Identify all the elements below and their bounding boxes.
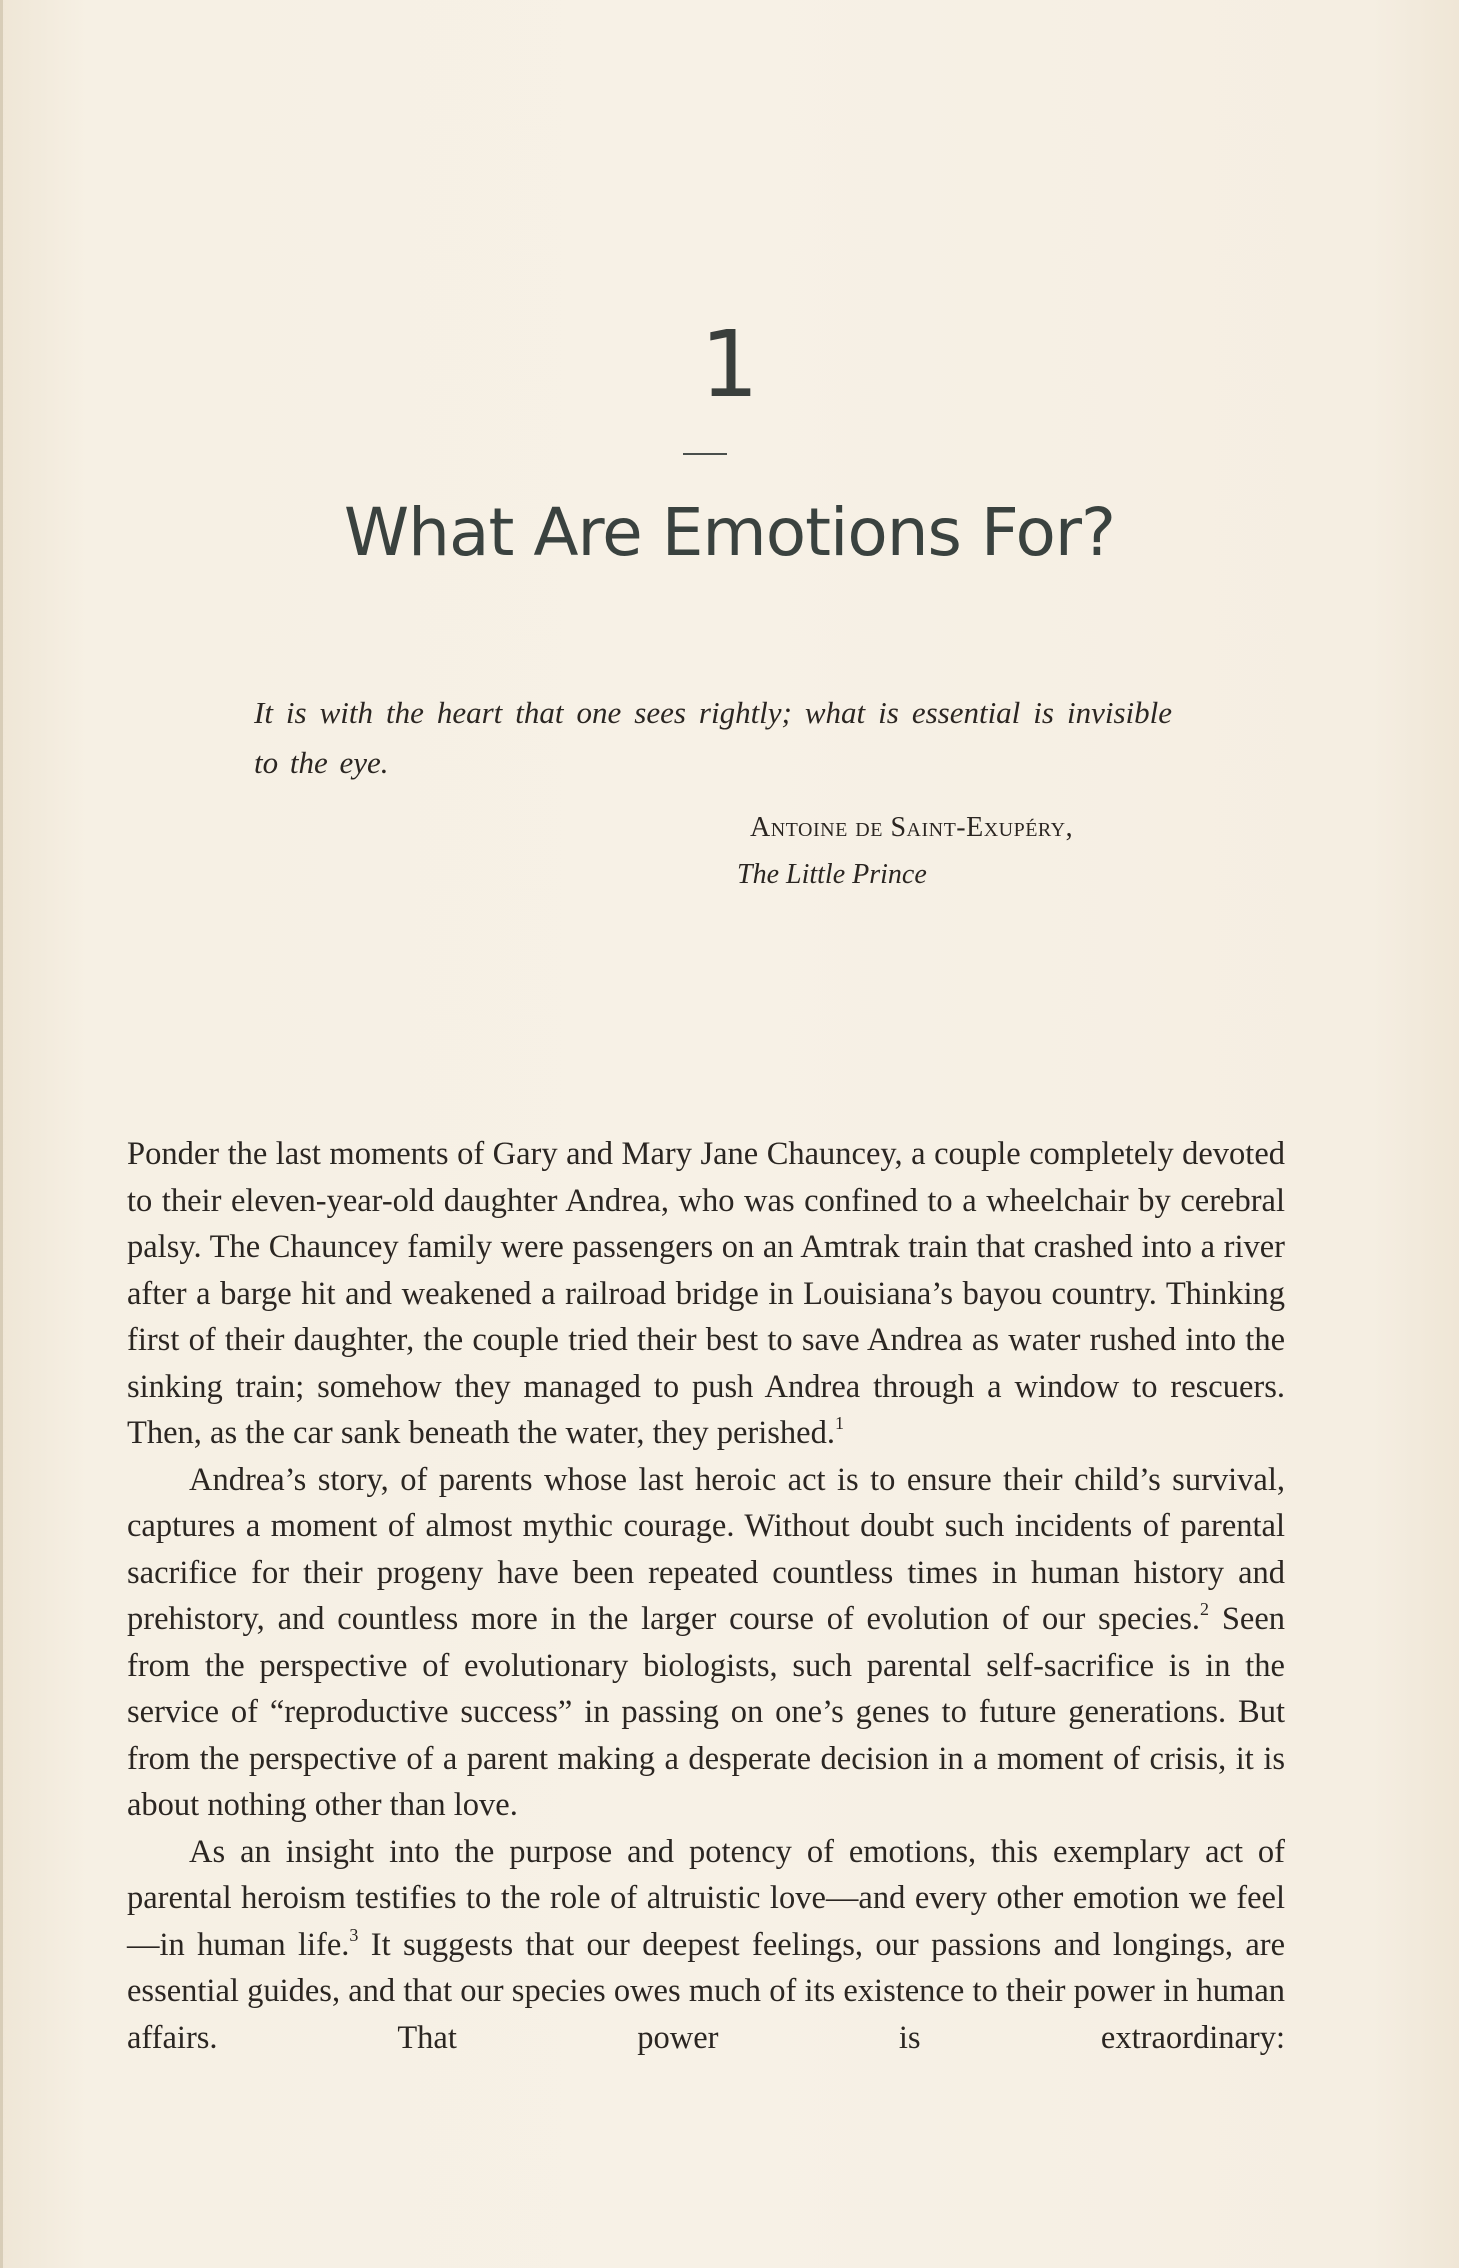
footnote-marker-3: 3: [349, 1924, 359, 1945]
paragraph-2-text-b: Seen from the perspective of evolutionary biologists, such parental self-sacrifice is in the service of “reproductive success” in passing on one’s genes to future generations. But from the perspective of a parent making a desperate decision in a moment of crisis, it is about nothing other than love.: [127, 1601, 1285, 1823]
epigraph-quote: It is with the heart that one sees rightly; what is essential is invisible to the eye.: [254, 695, 1172, 780]
paragraph-3-text-a: As an insight into the purpose and potency of emotions, this exemplary act of parental heroism testifies to the role of altruistic love—and every other emotion we feel—in human life.: [127, 1833, 1285, 1963]
paragraph-3-text-b: It suggests that our deepest feelings, our passions and longings, are essential guides, and that our species owes much of its existence to their power in human affairs. That power is extraordinary:: [127, 1926, 1285, 2056]
paragraph-1: [127, 1131, 1285, 1457]
footnote-marker-2: 2: [1200, 1599, 1210, 1619]
body-text: [127, 1131, 1285, 2061]
chapter-title: What Are Emotions For?: [343, 494, 1116, 571]
paragraph-2: [127, 1457, 1285, 1829]
epigraph-source-title: The Little Prince: [737, 859, 927, 890]
paragraph-1-text: Ponder the last moments of Gary and Mary Jane Chauncey, a couple completely devoted to their eleven-year-old daughter Andrea, who was confined to a wheelchair by cerebral palsy. The Chauncey family were passengers on an Amtrak train that crashed into a river after a barge hit and weakened a railroad bridge in Louisiana’s bayou country. Thinking first of their daughter, the couple tried their best to save Andrea as water rushed into the sinking train; somehow they managed to push Andrea through a window to rescuers. Then, as the car sank beneath the water, they perished.: [127, 1136, 1285, 1451]
paragraph-3: [127, 1829, 1285, 2062]
paragraph-2-text-a: Andrea’s story, of parents whose last heroic act is to ensure their child’s survival, captures a moment of almost mythic courage. Without doubt such incidents of parental sacrifice for their progeny have been repeated countless times in human history and prehistory, and countless more in the larger course of evolution of our species.: [127, 1461, 1285, 1637]
footnote-marker-1: 1: [835, 1413, 844, 1433]
chapter-number: 1: [700, 311, 759, 418]
epigraph-author: Antoine de Saint-Exupéry,: [750, 812, 1074, 843]
chapter-divider: [683, 453, 727, 455]
